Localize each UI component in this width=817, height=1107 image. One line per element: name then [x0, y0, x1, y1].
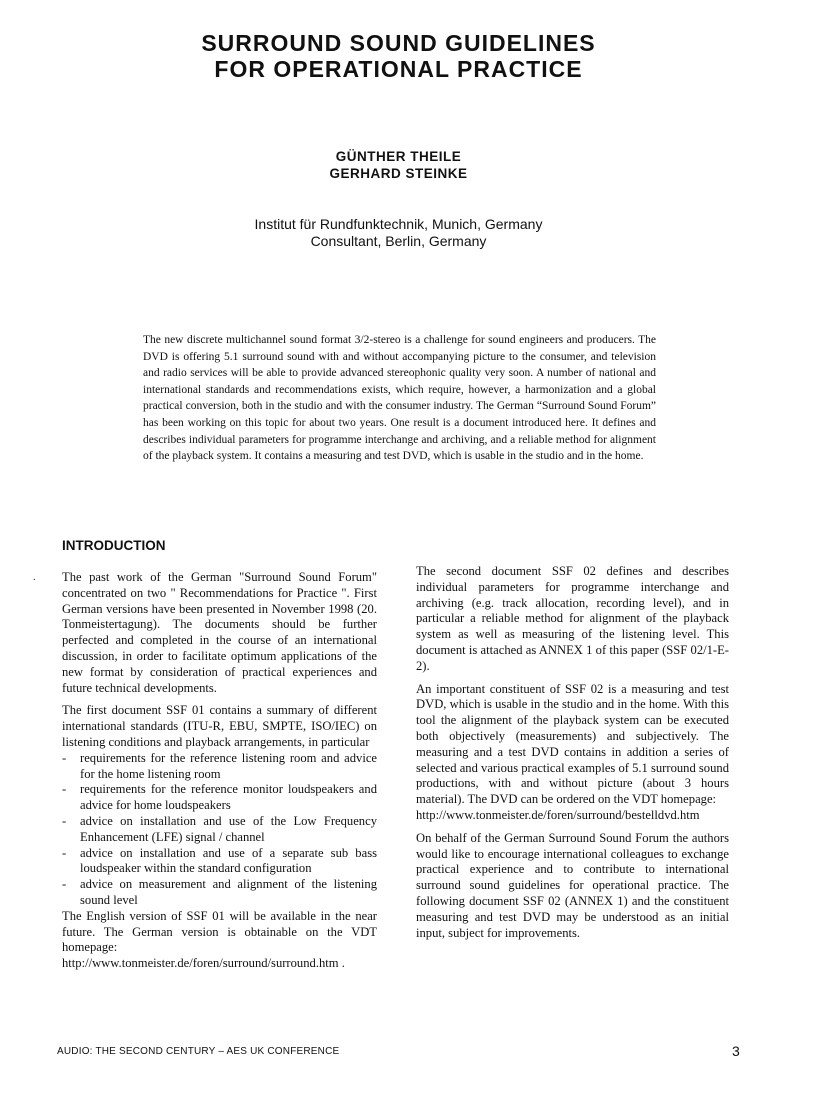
title-line-1: SURROUND SOUND GUIDELINES [201, 30, 596, 56]
bullet-mark: - [62, 813, 67, 828]
affiliation: Consultant, Berlin, Germany [310, 233, 487, 249]
paragraph: On behalf of the German Surround Sound Forum the authors would like to encourage international colleagues to exchange practical experience and to contribute to international surround sound guidelines for operational practice. The following document SSF 02 (ANNEX 1) and the constituent measuring and test DVD may be understood as an initial input, subject for improvements. [416, 830, 729, 940]
paragraph: The English version of SSF 01 will be available in the near future. The German version is obtainable on the VDT homepage: [62, 908, 377, 955]
title-line-2: FOR OPERATIONAL PRACTICE [214, 56, 583, 82]
bullet-mark: - [62, 845, 67, 860]
list-item [62, 814, 377, 846]
bullet-mark: - [62, 782, 67, 797]
section-heading: INTRODUCTION [62, 538, 166, 553]
left-column [62, 570, 377, 972]
bullet-mark: - [62, 750, 67, 765]
stray-mark: . [33, 572, 36, 583]
author-name: GERHARD STEINKE [329, 166, 468, 181]
bullet-mark: - [62, 877, 67, 892]
paragraph: The first document SSF 01 contains a summary of different international standards (ITU-R, EBU, SMPTE, ISO/IEC) on listening conditions and playback arrangements, in particular [62, 703, 377, 749]
paper-title [0, 30, 797, 82]
abstract: The new discrete multichannel sound format 3/2-stereo is a challenge for sound engineers and producers. The DVD is offering 5.1 surround sound with and without accompanying picture to the consumer, and television and radio services will be able to provide advanced stereophonic quality very soon. A number of national and international standards and recommendations exists, which require, however, a harmonization and a global practical conversion, both in the studio and with the consumer industry. The German “Surround Sound Forum” has been working on this topic for about two years. One result is a document introduced here. It defines and describes individual parameters for programme interchange and archiving, and a reliable method for alignment of the playback system. It contains a measuring and test DVD, which is usable in the studio and in the home. [143, 334, 656, 463]
list-item-text: advice on installation and use of a separate sub bass loudspeaker within the standard configuration [80, 845, 377, 876]
list-item-text: requirements for the reference monitor loudspeakers and advice for home loudspeakers [80, 782, 377, 813]
author-list [0, 148, 797, 182]
list-item-text: advice on measurement and alignment of the listening sound level [80, 877, 377, 907]
list-item [62, 782, 377, 814]
list-item [62, 877, 377, 909]
list-item [62, 751, 377, 783]
paragraph: An important constituent of SSF 02 is a measuring and test DVD, which is usable in the studio and in the home. With this tool the alignment of the playback system can be executed both objectively (measurements) and subjectively. The measuring and a test DVD contains in addition a series of selected and various practical examples of 5.1 surround sound productions, with and without picture (about 3 hours material). The DVD can be ordered on the VDT homepage: [416, 681, 729, 807]
paragraph: The past work of the German "Surround Sound Forum" concentrated on two " Recommendations for Practice ". First German versions have been presented in November 1998 (20. Tonmeistertagung). The documents should be further perfected and completed in the course of an international discussion, in order to facilitate optimum applications of the new format by consideration of practical experiences and future technical developments. [62, 570, 377, 695]
page-number: 3 [732, 1043, 740, 1059]
affiliation: Institut für Rundfunktechnik, Munich, Germany [254, 216, 543, 232]
url-link[interactable]: http://www.tonmeister.de/foren/surround/bestelldvd.htm [416, 807, 700, 822]
running-footer: AUDIO: THE SECOND CENTURY – AES UK CONFERENCE [57, 1046, 340, 1057]
right-column [416, 564, 729, 948]
url-link[interactable]: http://www.tonmeister.de/foren/surround/surround.htm . [62, 956, 345, 971]
paragraph: The second document SSF 02 defines and describes individual parameters for programme interchange and archiving (e.g. track allocation, recording level), and in particular a reliable method for alignment of the playback system as well as measuring of the listening level. This document is attached as ANNEX 1 of this paper (SSF 02/1-E-2). [416, 564, 729, 673]
author-name: GÜNTHER THEILE [335, 149, 462, 164]
list-item [62, 846, 377, 878]
list-item-text: advice on installation and use of the Low Frequency Enhancement (LFE) signal / channel [80, 813, 377, 844]
bullet-list [62, 751, 377, 909]
affiliation-list [0, 216, 797, 250]
list-item-text: requirements for the reference listening room and advice for the home listening room [80, 750, 377, 781]
